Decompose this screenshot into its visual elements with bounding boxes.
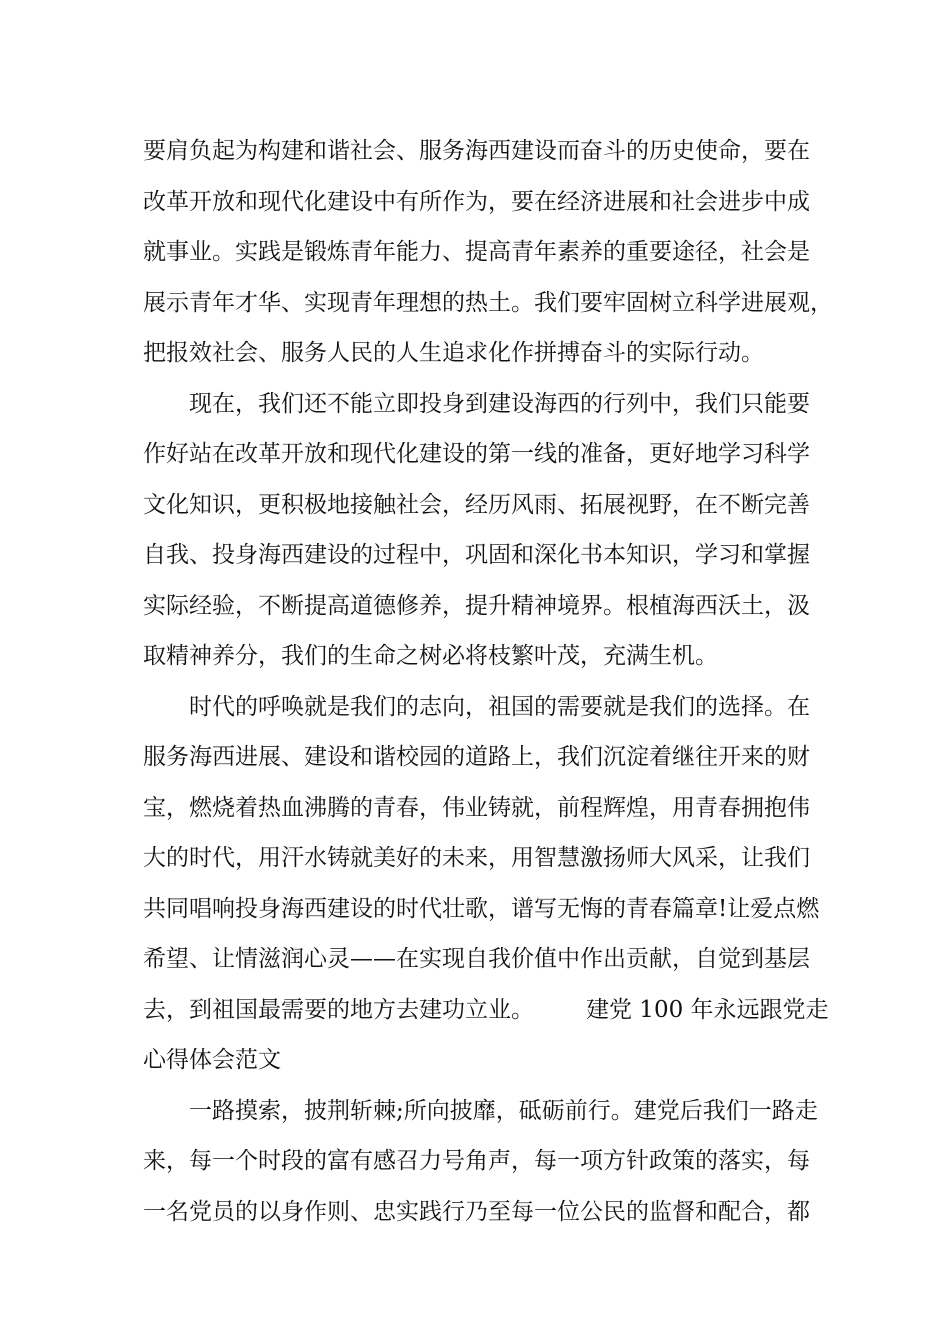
article-title-part-2: 心得体会范文: [143, 1047, 281, 1073]
text-line: 服务海西进展、建设和谐校园的道路上，我们沉淀着继往开来的财: [143, 744, 810, 770]
text-line: 文化知识，更积极地接触社会，经历风雨、拓展视野，在不断完善: [143, 491, 810, 518]
text-line: 展示青年才华、实现青年理想的热土。我们要牢固树立科学进展观，: [143, 289, 833, 316]
document-body: [143, 126, 833, 1237]
text-line: 自我、投身海西建设的过程中，巩固和深化书本知识，学习和掌握: [143, 542, 810, 568]
paragraph-start-line: 一路摸索，披荆斩棘;所向披靡，砥砺前行。建党后我们一路走: [189, 1097, 818, 1124]
text-line: 取精神养分，我们的生命之树必将枝繁叶茂，充满生机。: [143, 643, 718, 669]
mixed-line: [143, 985, 829, 1036]
text-line: 希望、让情滋润心灵——在实现自我价值中作出贡献，自觉到基层: [143, 946, 810, 972]
text-line: 把报效社会、服务人民的人生追求化作拼搏奋斗的实际行动。: [143, 340, 764, 366]
paragraph-end-text: 去，到祖国最需要的地方去建功立业。: [143, 996, 534, 1023]
text-line: 大的时代，用汗水铸就美好的未来，用智慧激扬师大风采，让我们: [143, 845, 810, 871]
text-line: 来，每一个时段的富有感召力号角声，每一项方针政策的落实，每: [143, 1148, 810, 1174]
text-line: 要肩负起为构建和谐社会、服务海西建设而奋斗的历史使命，要在: [143, 138, 810, 164]
text-line: 宝，燃烧着热血沸腾的青春，伟业铸就，前程辉煌，用青春拥抱伟: [143, 794, 810, 821]
paragraph-start-line: 现在，我们还不能立即投身到建设海西的行列中，我们只能要: [189, 390, 810, 417]
text-line: 就事业。实践是锻炼青年能力、提高青年素养的重要途径，社会是: [143, 239, 810, 265]
text-line: 共同唱响投身海西建设的时代壮歌，谱写无悔的青春篇章!让爱点燃: [143, 895, 820, 922]
paragraph-start-line: 时代的呼唤就是我们的志向，祖国的需要就是我们的选择。在: [189, 693, 810, 720]
text-line: 一名党员的以身作则、忠实践行乃至每一位公民的监督和配合，都: [143, 1198, 810, 1225]
article-title-part-1: 建党 100 年永远跟党走: [586, 996, 829, 1023]
text-line: 改革开放和现代化建设中有所作为，要在经济进展和社会进步中成: [143, 188, 810, 215]
text-line: 作好站在改革开放和现代化建设的第一线的准备，更好地学习科学: [143, 441, 810, 467]
text-line: 实际经验，不断提高道德修养，提升精神境界。根植海西沃土，汲: [143, 592, 810, 619]
